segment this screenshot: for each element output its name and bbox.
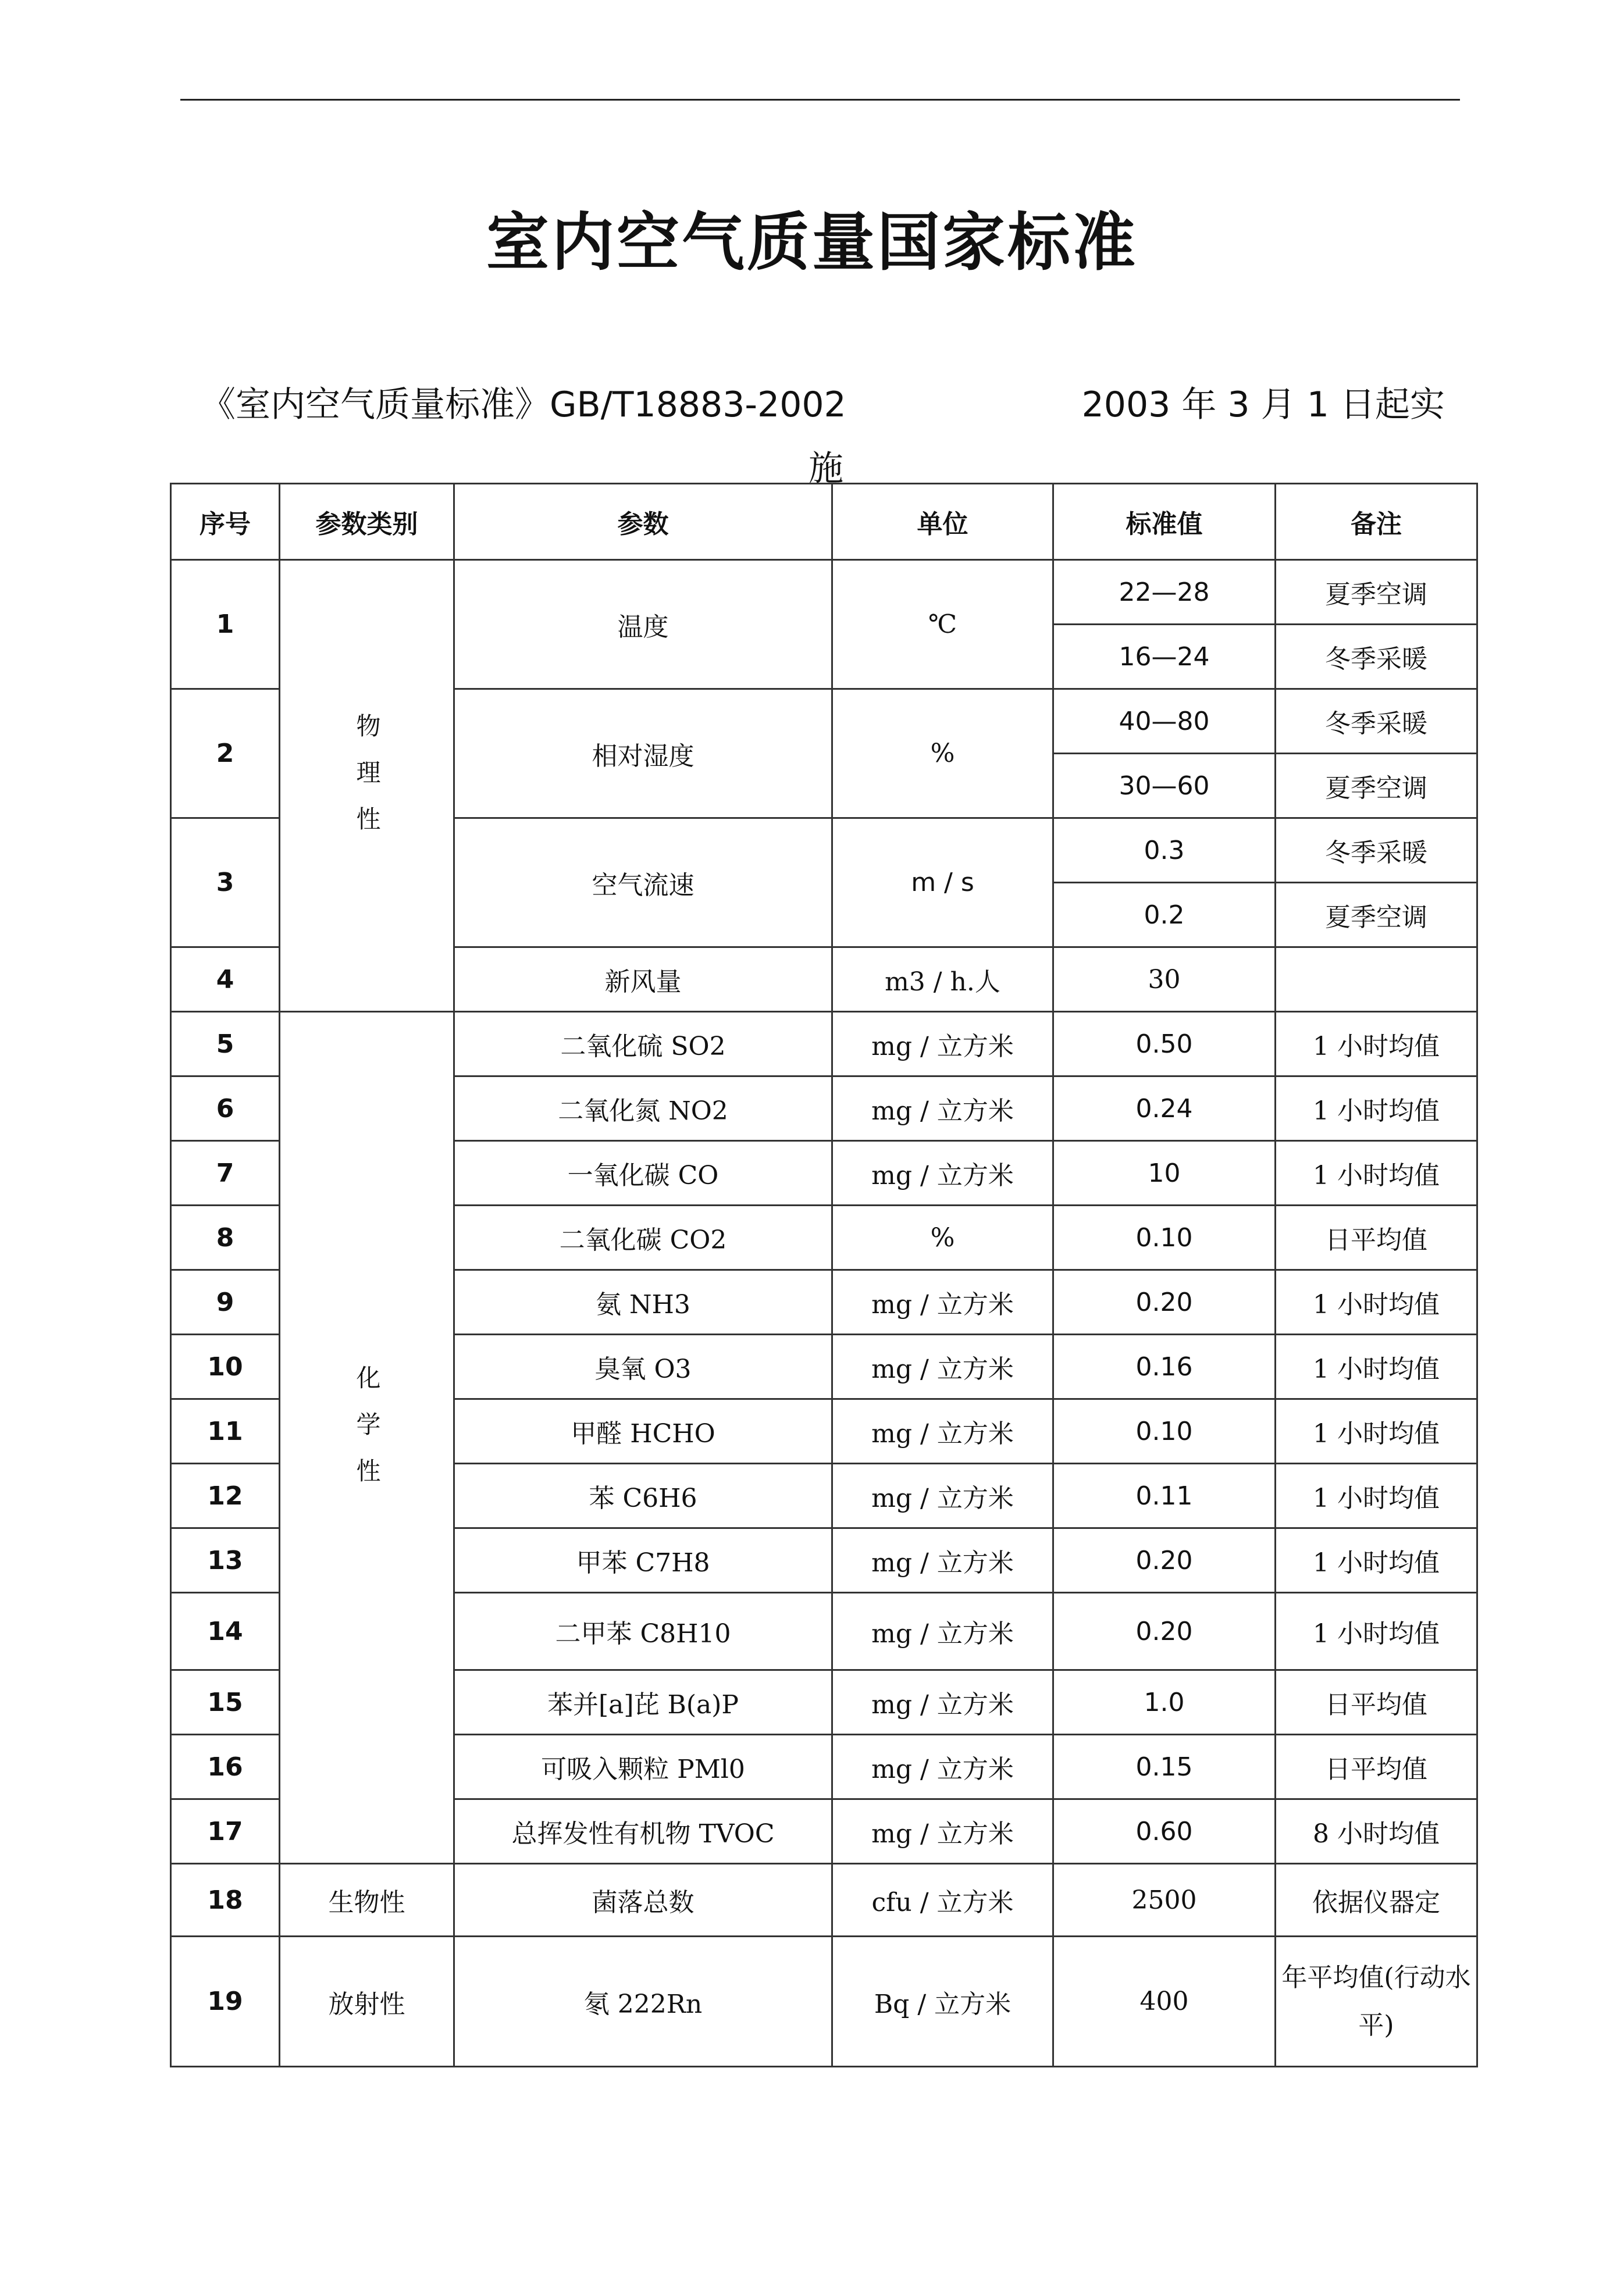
row-param: 温度 <box>454 560 832 689</box>
row-value: 0.60 <box>1053 1799 1276 1864</box>
row-value: 0.20 <box>1053 1270 1276 1335</box>
row-no: 15 <box>171 1670 280 1735</box>
row-unit: mg / 立方米 <box>832 1399 1053 1464</box>
table-row <box>171 1012 1477 1076</box>
row-note: 8 小时均值 <box>1276 1799 1477 1864</box>
table-header-row <box>171 484 1477 560</box>
row-param: 甲苯 C7H8 <box>454 1528 832 1593</box>
category-label: 物理性 <box>352 712 382 853</box>
row-note <box>1276 947 1477 1012</box>
row-param: 苯并[a]芘 B(a)P <box>454 1670 832 1735</box>
row-param: 可吸入颗粒 PMl0 <box>454 1735 832 1799</box>
row-value: 0.10 <box>1053 1206 1276 1270</box>
row-note: 夏季空调 <box>1276 754 1477 818</box>
row-value: 40—80 <box>1053 689 1276 754</box>
row-unit: m / s <box>832 818 1053 947</box>
row-no: 9 <box>171 1270 280 1335</box>
header-note: 备注 <box>1276 484 1477 560</box>
row-param: 一氧化碳 CO <box>454 1141 832 1206</box>
row-param: 总挥发性有机物 TVOC <box>454 1799 832 1864</box>
row-unit: mg / 立方米 <box>832 1270 1053 1335</box>
row-unit: Bq / 立方米 <box>832 1937 1053 2067</box>
row-note: 1 小时均值 <box>1276 1012 1477 1076</box>
row-unit: ℃ <box>832 560 1053 689</box>
row-no: 10 <box>171 1335 280 1399</box>
row-value: 0.20 <box>1053 1528 1276 1593</box>
row-no: 5 <box>171 1012 280 1076</box>
category-label: 化学性 <box>352 1364 382 1504</box>
row-note: 年平均值(行动水平) <box>1281 1963 1471 2040</box>
row-unit: mg / 立方米 <box>832 1593 1053 1670</box>
row-unit: % <box>832 689 1053 818</box>
row-unit: mg / 立方米 <box>832 1670 1053 1735</box>
row-note: 冬季采暖 <box>1276 689 1477 754</box>
row-no: 14 <box>171 1593 280 1670</box>
standard-date-tail: 施 <box>809 448 843 489</box>
standard-date: 2003 年 3 月 1 日起实 <box>1081 384 1445 425</box>
row-note: 日平均值 <box>1276 1735 1477 1799</box>
row-unit: mg / 立方米 <box>832 1141 1053 1206</box>
row-value: 30 <box>1053 947 1276 1012</box>
row-note: 日平均值 <box>1276 1206 1477 1270</box>
row-param: 氨 NH3 <box>454 1270 832 1335</box>
row-unit: mg / 立方米 <box>832 1076 1053 1141</box>
row-no: 12 <box>171 1464 280 1528</box>
category-biological: 生物性 <box>280 1864 454 1937</box>
row-note: 1 小时均值 <box>1276 1593 1477 1670</box>
row-no: 11 <box>171 1399 280 1464</box>
row-note: 冬季采暖 <box>1276 625 1477 689</box>
row-value: 10 <box>1053 1141 1276 1206</box>
row-note: 日平均值 <box>1276 1670 1477 1735</box>
row-param: 臭氧 O3 <box>454 1335 832 1399</box>
row-param: 二氧化碳 CO2 <box>454 1206 832 1270</box>
category-radioactive: 放射性 <box>280 1937 454 2067</box>
row-param: 二氧化氮 NO2 <box>454 1076 832 1141</box>
row-param: 菌落总数 <box>454 1864 832 1937</box>
row-value: 0.10 <box>1053 1399 1276 1464</box>
row-note: 1 小时均值 <box>1276 1528 1477 1593</box>
row-unit: % <box>832 1206 1053 1270</box>
row-param: 新风量 <box>454 947 832 1012</box>
row-param: 氡 222Rn <box>454 1937 832 2067</box>
row-unit: mg / 立方米 <box>832 1735 1053 1799</box>
page-title: 室内空气质量国家标准 <box>486 206 1138 279</box>
row-param: 空气流速 <box>454 818 832 947</box>
row-no: 4 <box>171 947 280 1012</box>
row-no: 2 <box>171 689 280 818</box>
row-value: 0.20 <box>1053 1593 1276 1670</box>
header-standard-value: 标准值 <box>1053 484 1276 560</box>
table-row <box>171 1864 1477 1937</box>
row-value: 400 <box>1053 1937 1276 2067</box>
row-no: 19 <box>171 1937 280 2067</box>
row-no: 8 <box>171 1206 280 1270</box>
row-param: 甲醛 HCHO <box>454 1399 832 1464</box>
row-unit: mg / 立方米 <box>832 1528 1053 1593</box>
row-value: 0.11 <box>1053 1464 1276 1528</box>
row-no: 3 <box>171 818 280 947</box>
row-value: 1.0 <box>1053 1670 1276 1735</box>
row-value: 16—24 <box>1053 625 1276 689</box>
row-value: 0.50 <box>1053 1012 1276 1076</box>
row-param: 二氧化硫 SO2 <box>454 1012 832 1076</box>
header-no: 序号 <box>171 484 280 560</box>
row-unit: mg / 立方米 <box>832 1012 1053 1076</box>
row-no: 6 <box>171 1076 280 1141</box>
row-no: 17 <box>171 1799 280 1864</box>
row-no: 18 <box>171 1864 280 1937</box>
row-value: 0.16 <box>1053 1335 1276 1399</box>
row-unit: cfu / 立方米 <box>832 1864 1053 1937</box>
row-param: 苯 C6H6 <box>454 1464 832 1528</box>
header-category: 参数类别 <box>280 484 454 560</box>
table-row <box>171 560 1477 625</box>
row-value: 0.15 <box>1053 1735 1276 1799</box>
table-row <box>171 1937 1477 2067</box>
row-note: 1 小时均值 <box>1276 1076 1477 1141</box>
header-param: 参数 <box>454 484 832 560</box>
header-unit: 单位 <box>832 484 1053 560</box>
category-physical <box>280 560 454 1012</box>
row-value: 2500 <box>1053 1864 1276 1937</box>
row-value: 0.2 <box>1053 883 1276 947</box>
row-note: 夏季空调 <box>1276 560 1477 625</box>
row-value: 22—28 <box>1053 560 1276 625</box>
row-no: 7 <box>171 1141 280 1206</box>
row-value: 30—60 <box>1053 754 1276 818</box>
header-rule <box>180 99 1460 101</box>
row-note: 依据仪器定 <box>1276 1864 1477 1937</box>
row-unit: mg / 立方米 <box>832 1799 1053 1864</box>
row-no: 1 <box>171 560 280 689</box>
row-note: 1 小时均值 <box>1276 1270 1477 1335</box>
row-note: 1 小时均值 <box>1276 1399 1477 1464</box>
row-note: 夏季空调 <box>1276 883 1477 947</box>
air-quality-table <box>170 483 1478 2067</box>
row-no: 16 <box>171 1735 280 1799</box>
row-no: 13 <box>171 1528 280 1593</box>
row-unit: mg / 立方米 <box>832 1464 1053 1528</box>
row-note: 1 小时均值 <box>1276 1335 1477 1399</box>
category-chemical <box>280 1012 454 1864</box>
row-note: 1 小时均值 <box>1276 1141 1477 1206</box>
row-note-cell <box>1276 1937 1477 2067</box>
row-param: 二甲苯 C8H10 <box>454 1593 832 1670</box>
row-unit: mg / 立方米 <box>832 1335 1053 1399</box>
row-value: 0.3 <box>1053 818 1276 883</box>
row-param: 相对湿度 <box>454 689 832 818</box>
row-unit: m3 / h.人 <box>832 947 1053 1012</box>
row-note: 冬季采暖 <box>1276 818 1477 883</box>
standard-name: 《室内空气质量标准》GB/T18883-2002 <box>201 384 846 425</box>
row-note: 1 小时均值 <box>1276 1464 1477 1528</box>
row-value: 0.24 <box>1053 1076 1276 1141</box>
